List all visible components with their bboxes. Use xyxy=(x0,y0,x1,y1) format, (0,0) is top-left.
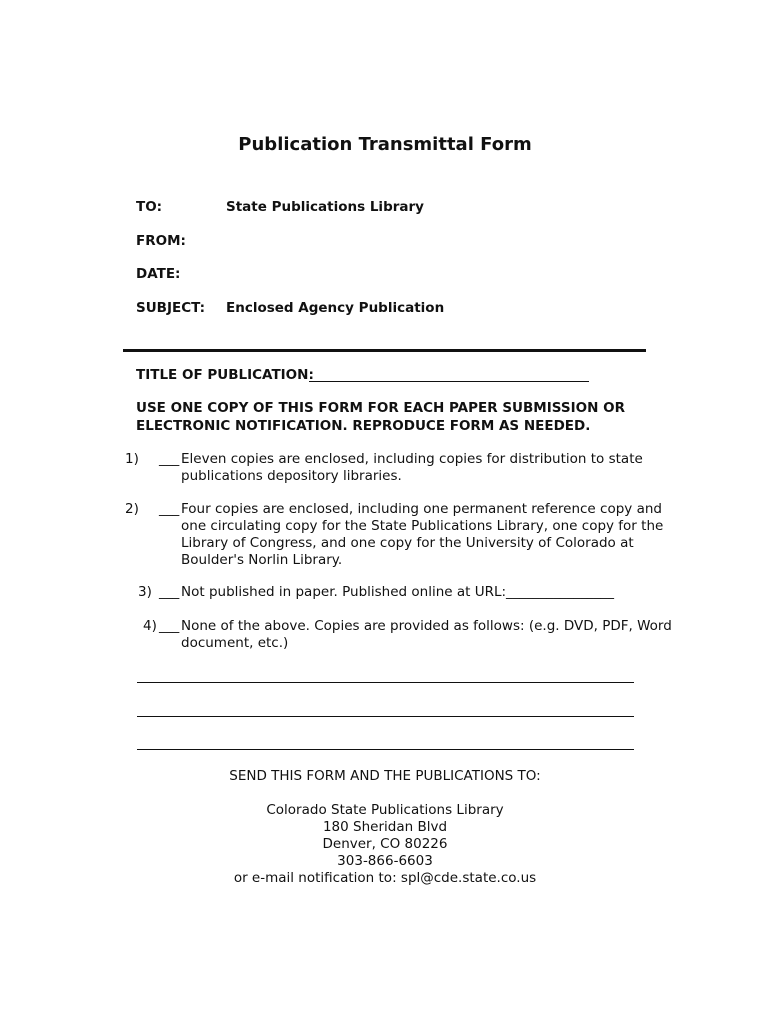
email-notification-line: or e-mail notification to: spl@cde.state.co.us xyxy=(233,870,537,886)
address-street: 180 Sheridan Blvd xyxy=(322,819,448,835)
item-text-line: Library of Congress, and one copy for the University of Colorado at xyxy=(181,535,634,551)
write-in-line-3[interactable] xyxy=(137,749,634,750)
item-number: 1) xyxy=(125,451,139,467)
item-text-line: Not published in paper. Published online at URL:________________ xyxy=(181,584,615,600)
item-number: 4) xyxy=(143,618,157,634)
address-name: Colorado State Publications Library xyxy=(266,802,504,818)
item-text-line: one circulating copy for the State Publications Library, one copy for the xyxy=(181,518,664,534)
checkbox-blank[interactable]: ___ xyxy=(159,618,180,634)
option-item-2[interactable] xyxy=(0,501,770,571)
checkbox-blank[interactable]: ___ xyxy=(159,501,180,517)
from-label: FROM: xyxy=(136,233,186,249)
checkbox-blank[interactable]: ___ xyxy=(159,451,180,467)
send-to-heading: SEND THIS FORM AND THE PUBLICATIONS TO: xyxy=(229,768,541,784)
item-number: 2) xyxy=(125,501,139,517)
to-label: TO: xyxy=(136,199,163,215)
item-number: 3) xyxy=(138,584,152,600)
option-item-3[interactable] xyxy=(0,584,770,604)
form-title: Publication Transmittal Form xyxy=(238,134,532,155)
to-value: State Publications Library xyxy=(226,199,424,215)
item-text-line: publications depository libraries. xyxy=(181,468,402,484)
item-text-line: None of the above. Copies are provided as follows: (e.g. DVD, PDF, Word xyxy=(181,618,672,634)
item-text-line: Boulder's Norlin Library. xyxy=(181,552,343,568)
address-city: Denver, CO 80226 xyxy=(322,836,448,852)
title-of-publication-label: TITLE OF PUBLICATION: xyxy=(136,367,314,383)
instruction-line-1: USE ONE COPY OF THIS FORM FOR EACH PAPER SUBMISSION OR xyxy=(136,400,625,416)
section-divider xyxy=(123,349,646,352)
write-in-line-1[interactable] xyxy=(137,682,634,683)
instruction-line-2: ELECTRONIC NOTIFICATION. REPRODUCE FORM AS NEEDED. xyxy=(136,418,591,434)
date-label: DATE: xyxy=(136,266,181,282)
option-item-4[interactable] xyxy=(0,618,770,658)
option-item-1[interactable] xyxy=(0,451,770,491)
item-text-line: Four copies are enclosed, including one permanent reference copy and xyxy=(181,501,662,517)
subject-value: Enclosed Agency Publication xyxy=(226,300,445,316)
subject-label: SUBJECT: xyxy=(136,300,205,316)
write-in-line-2[interactable] xyxy=(137,716,634,717)
checkbox-blank[interactable]: ___ xyxy=(159,584,180,600)
title-of-publication-field[interactable] xyxy=(309,381,589,382)
item-text-line: document, etc.) xyxy=(181,635,289,651)
address-phone: 303-866-6603 xyxy=(337,853,433,869)
item-text-line: Eleven copies are enclosed, including copies for distribution to state xyxy=(181,451,643,467)
